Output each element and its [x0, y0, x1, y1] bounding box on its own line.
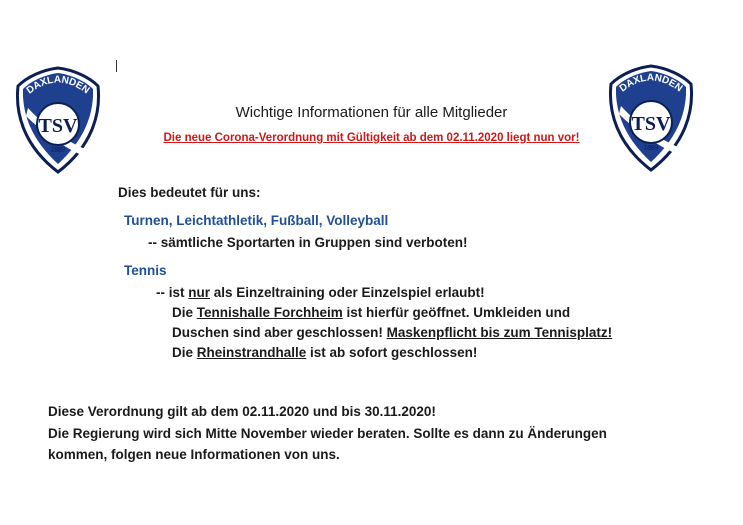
tennis-rule-3 — [172, 324, 612, 341]
tennis-hall-name: Tennishalle Forchheim — [196, 305, 343, 320]
tennis-rule-3-pre: Duschen sind aber geschlossen! — [172, 325, 387, 340]
intro-text: Dies bedeutet für uns: — [118, 185, 261, 200]
logo-monogram: TSV — [38, 115, 78, 137]
tennis-heading: Tennis — [124, 263, 167, 278]
tennis-rule-1-pre: -- ist — [156, 285, 189, 300]
rheinstrandhalle-name: Rheinstrandhalle — [196, 345, 307, 360]
footer-line-2: Die Regierung wird sich Mitte November wieder beraten. Sollte es dann zu Änderungen — [48, 426, 607, 441]
logo-year: 1889 — [49, 146, 67, 155]
tennis-rule-1-emphasis: nur — [188, 285, 210, 300]
tennis-rule-4 — [172, 344, 477, 361]
footer-line-3: kommen, folgen neue Informationen von uns. — [48, 447, 340, 462]
logo-year: 1889 — [642, 144, 660, 153]
sports-heading: Turnen, Leichtathletik, Fußball, Volleyball — [124, 213, 389, 228]
svg-text:1889 — [50, 146, 66, 154]
tennis-rule-1 — [156, 284, 485, 301]
tennis-rule-2-pre: Die — [172, 305, 197, 320]
page-title: Wichtige Informationen für alle Mitglieder — [235, 104, 508, 121]
logo-monogram: TSV — [631, 113, 671, 135]
mask-requirement: Maskenpflicht bis zum Tennisplatz! — [386, 325, 613, 340]
page-subtitle: Die neue Corona-Verordnung mit Gültigkeit ab dem 02.11.2020 liegt nun vor! — [163, 132, 580, 144]
tennis-rule-2 — [172, 304, 570, 321]
tennis-rule-1-post: als Einzeltraining oder Einzelspiel erlaubt! — [210, 285, 485, 300]
sports-rule: -- sämtliche Sportarten in Gruppen sind verboten! — [148, 235, 468, 250]
tennis-rule-4-post: ist ab sofort geschlossen! — [306, 345, 478, 360]
text-cursor — [116, 60, 117, 72]
footer-line-1: Diese Verordnung gilt ab dem 02.11.2020 und bis 30.11.2020! — [48, 404, 436, 419]
logo-club-name: DAXLANDEN — [24, 74, 92, 97]
logo-club-name: DAXLANDEN — [617, 72, 685, 95]
svg-text:1889 — [643, 144, 659, 152]
tennis-rule-4-pre: Die — [172, 345, 197, 360]
tennis-rule-2-post: ist hierfür geöffnet. Umkleiden und — [342, 305, 571, 320]
